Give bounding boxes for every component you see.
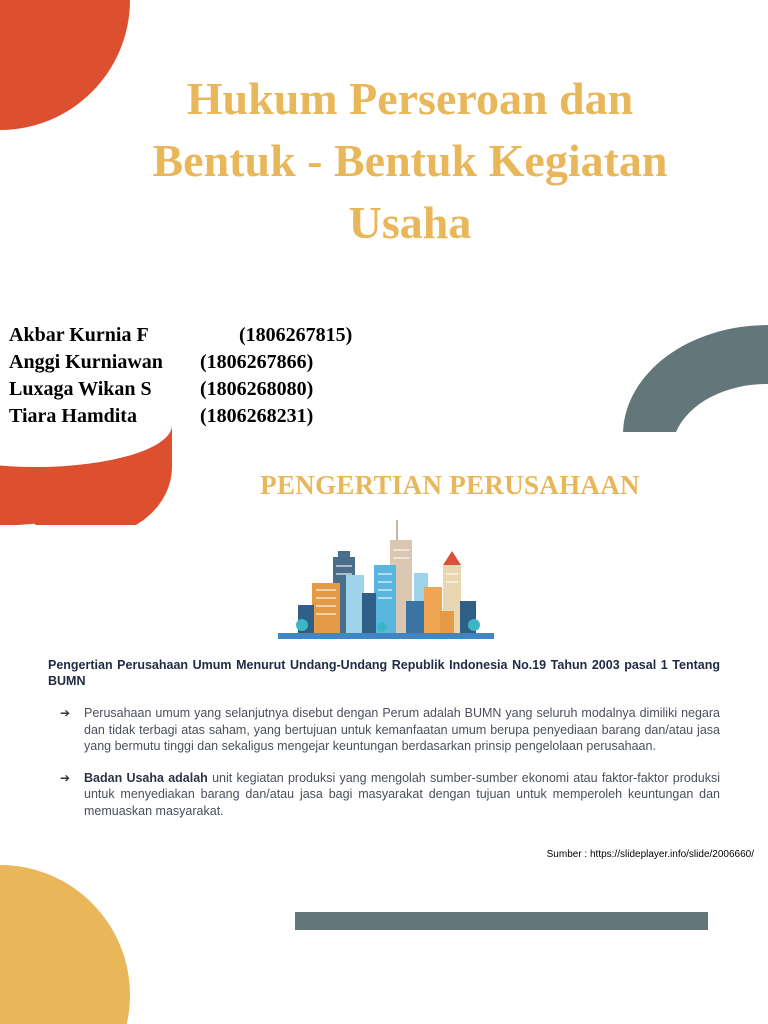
section-title: PENGERTIAN PERUSAHAAN (260, 470, 640, 500)
author-id: (1806268231) (200, 405, 314, 427)
title-line-2: Bentuk - Bentuk Kegiatan (152, 135, 668, 186)
list-item-text (84, 770, 720, 820)
list-item (60, 770, 720, 820)
author-name: Anggi Kurniawan (9, 351, 163, 373)
author-id: (1806267866) (200, 351, 314, 373)
list-item-text (84, 705, 720, 755)
list-item-body: unit kegiatan produksi yang mengolah sumber-sumber ekonomi atau faktor-faktor produksi untuk menyediakan barang dan/atau jasa bagi masyarakat dengan tujuan untuk memperoleh keuntungan dan memuaskan masyarakat. (84, 770, 721, 818)
title-line-1: Hukum Perseroan dan (186, 73, 634, 124)
author-name: Luxaga Wikan S (9, 378, 152, 400)
author-id: (1806267815) (239, 324, 353, 346)
bottom-slate-bar (295, 912, 708, 930)
source-citation: Sumber : https://slideplayer.info/slide/2006660/ (546, 849, 754, 860)
list-item-term: Badan Usaha adalah (84, 770, 208, 785)
right-slate-arc (618, 322, 768, 434)
title-line-3: Usaha (348, 197, 472, 248)
definition-list (60, 705, 720, 834)
city-skyline-icon (278, 515, 494, 639)
page-title (60, 68, 760, 254)
intro-text: Pengertian Perusahaan Umum Menurut Undang-Undang Republik Indonesia No.19 Tahun 2003 pasal 1 Tentang BUMN (48, 658, 720, 688)
left-orange-half-circle (0, 425, 175, 525)
arrow-right-icon: ➔ (60, 770, 71, 785)
list-item (60, 705, 720, 755)
author-id: (1806268080) (200, 378, 314, 400)
author-name: Akbar Kurnia F (9, 324, 149, 346)
bottom-left-gold-circle (0, 865, 135, 1024)
list-item-body: Perusahaan umum yang selanjutnya disebut dengan Perum adalah BUMN yang seluruh modalnya dimiliki negara dan tidak terbagi atas saham, yang bertujuan untuk kemanfaatan umum berupa penyediaan barang dan/atau jasa yang bermutu tinggi dan sekaligus mengejar keuntungan berdasarkan prinsip pengelolaan perusahaan. (84, 706, 720, 753)
arrow-right-icon: ➔ (60, 706, 71, 720)
author-name: Tiara Hamdita (9, 405, 137, 427)
